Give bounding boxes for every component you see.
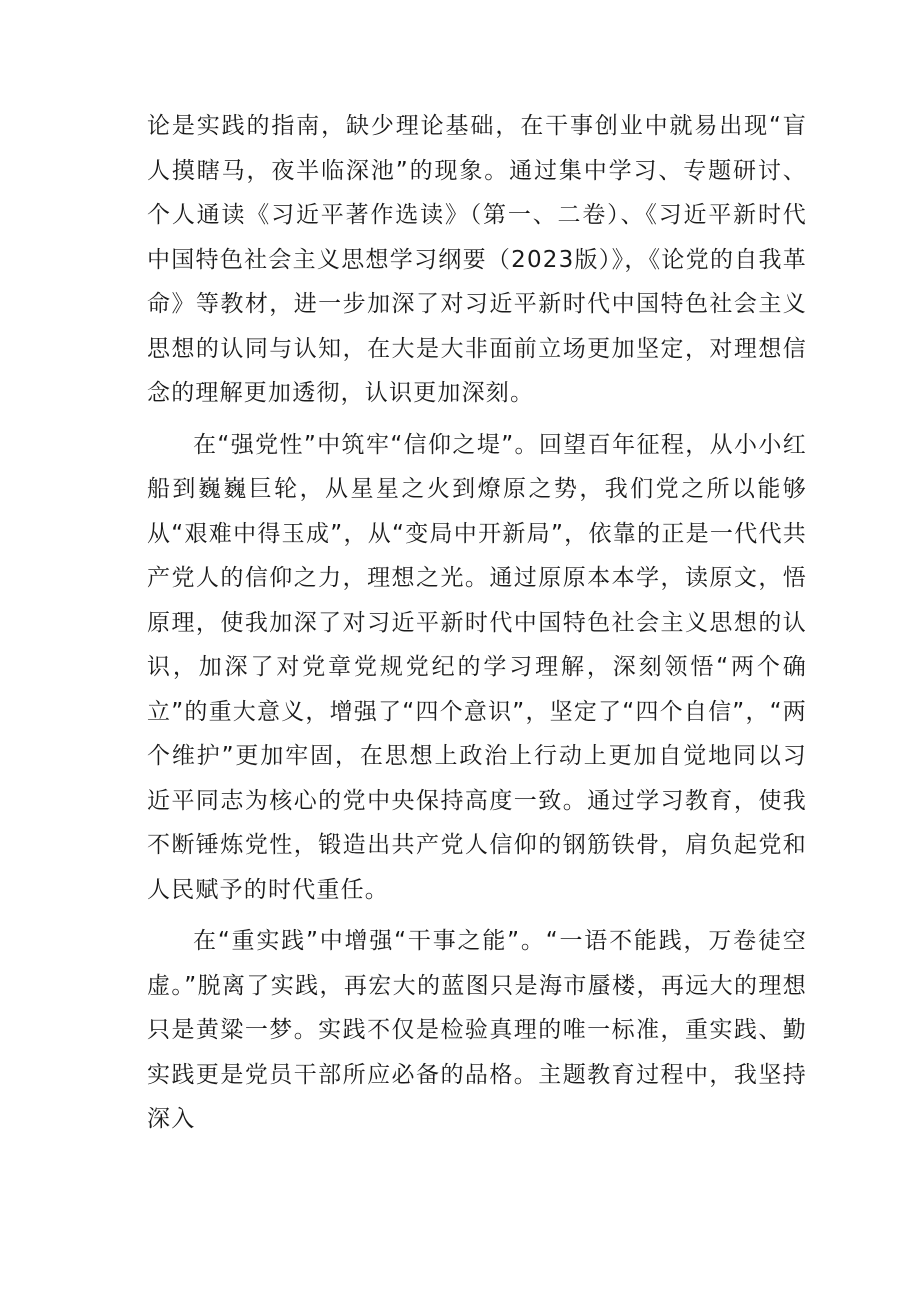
document-body xyxy=(147,104,807,1149)
paragraph-continued: 论是实践的指南，缺少理论基础，在干事创业中就易出现“盲人摸瞎马，夜半临深池”的现象。通过集中学习、专题研讨、个人通读《习近平著作选读》（第一、二卷）、《习近平新时代中国特色社会主义思想学习纲要（2023版）》，《论党的自我革命》等教材，进一步加深了对习近平新时代中国特色社会主义思想的认同与认知，在大是大非面前立场更加坚定，对理想信念的理解更加透彻，认识更加深刻。 xyxy=(147,113,807,406)
paragraph-emphasize-practice: 在“重实践”中增强“干事之能”。“一语不能践，万卷徒空虚。”脱离了实践，再宏大的蓝图只是海市蜃楼，再远大的理想只是黄粱一梦。实践不仅是检验真理的唯一标准，重实践、勤实践更是党员干部所应必备的品格。主题教育过程中，我坚持深入 xyxy=(147,928,807,1132)
paragraph-strengthen-party-spirit: 在“强党性”中筑牢“信仰之堤”。回望百年征程，从小小红船到巍巍巨轮，从星星之火到燎原之势，我们党之所以能够从“艰难中得玉成”，从“变局中开新局”，依靠的正是一代代共产党人的信仰之力，理想之光。通过原原本本学，读原文，悟原理，使我加深了对习近平新时代中国特色社会主义思想的认识，加深了对党章党规党纪的学习理解，深刻领悟“两个确立”的重大意义，增强了“四个意识”，坚定了“四个自信”，“两个维护”更加牢固，在思想上政治上行动上更加自觉地同以习近平同志为核心的党中央保持高度一致。通过学习教育，使我不断锤炼党性，锻造出共产党人信仰的钢筋铁骨，肩负起党和人民赋予的时代重任。 xyxy=(147,431,807,903)
